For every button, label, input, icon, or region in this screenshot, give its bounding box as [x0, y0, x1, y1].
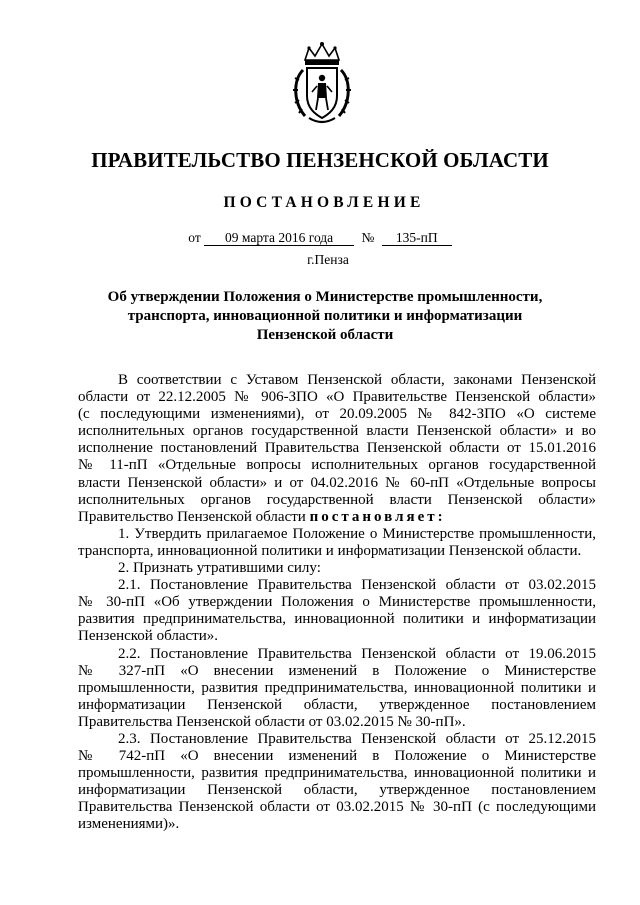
title-line: транспорта, инновационной политики и информатизации [127, 308, 523, 324]
text-line: Пензенской области». [78, 628, 218, 645]
date-prefix: от [188, 230, 201, 245]
text-line: транспорта, инновационной политики и информатизации Пензенской области. [78, 542, 582, 559]
text-line: исполнительных органов государственной власти Пензенской области» и во [78, 423, 596, 440]
document-number: 135-пП [382, 230, 452, 246]
preamble-paragraph [78, 372, 596, 526]
document-date: 09 марта 2016 года [204, 230, 354, 246]
item-1 [78, 526, 596, 560]
text-line: № 327-пП «О внесении изменений в Положение о Министерстве [78, 662, 596, 679]
decree-line-text: Правительство Пензенской области [78, 508, 310, 525]
text-line: исполнительных органов государственной власти Пензенской области» [78, 491, 596, 508]
text-line: исполнение постановлений Правительства Пензенской области от 15.01.2016 [78, 440, 596, 457]
document-title [60, 288, 590, 345]
text-line: промышленности, развития предпринимательства, инновационной политики и [78, 765, 596, 782]
decree-line [78, 509, 596, 526]
text-line: № 30-пП «Об утверждении Положения о Министерстве промышленности, [78, 594, 596, 611]
item-2-1 [78, 577, 596, 645]
text-line: области от 22.12.2005 № 906-ЗПО «О Правительстве Пензенской области» [78, 389, 596, 406]
city: г.Пенза [307, 252, 349, 267]
text-line: информатизации Пензенской области, утвержденное постановлением [78, 696, 596, 713]
item-2-3 [78, 731, 596, 834]
item-2 [78, 560, 596, 577]
text-line: изменениями)». [78, 816, 180, 833]
text-line: № 11-пП «Отдельные вопросы исполнительных органов государственной [78, 457, 596, 474]
decree-word: постановляет: [309, 508, 446, 525]
organization-name: ПРАВИТЕЛЬСТВО ПЕНЗЕНСКОЙ ОБЛАСТИ [91, 148, 549, 172]
document-type: ПОСТАНОВЛЕНИЕ [223, 194, 425, 211]
text-line: Правительства Пензенской области от 03.02.2015 № 30-пП». [78, 713, 466, 730]
document-body [78, 372, 596, 834]
text-line: информатизации Пензенской области, утвержденное постановлением [78, 782, 596, 799]
text-line: № 742-пП «О внесении изменений в Положение о Министерстве [78, 748, 596, 765]
text-line: Правительства Пензенской области от 03.02.2015 № 30-пП (с последующими [78, 799, 596, 816]
text-line: развития предпринимательства, инновационной политики и информатизации [78, 611, 596, 628]
text-line: 2.3. Постановление Правительства Пензенской области от 25.12.2015 [118, 730, 596, 747]
number-prefix: № [361, 230, 375, 245]
text-line: (с последующими изменениями), от 20.09.2005 № 842-ЗПО «О системе [78, 406, 596, 423]
title-line: Пензенской области [256, 327, 394, 343]
item-2-2 [78, 646, 596, 731]
text-line: В соответствии с Уставом Пензенской области, законами Пензенской [118, 372, 596, 388]
text-line: 2.2. Постановление Правительства Пензенской области от 19.06.2015 [118, 645, 596, 662]
text-line: промышленности, развития предпринимательства, инновационной политики и [78, 679, 596, 696]
coat-of-arms-emblem [291, 40, 353, 126]
date-number-line [0, 230, 640, 246]
text-line: 1. Утвердить прилагаемое Положение о Министерстве промышленности, [118, 525, 596, 542]
text-line: власти Пензенской области» и от 04.02.2016 № 60-пП «Отдельные вопросы [78, 474, 596, 491]
text-line: 2.1. Постановление Правительства Пензенской области от 03.02.2015 [118, 577, 596, 594]
title-line: Об утверждении Положения о Министерстве промышленности, [107, 289, 543, 305]
text-line: 2. Признать утратившими силу: [118, 560, 321, 577]
